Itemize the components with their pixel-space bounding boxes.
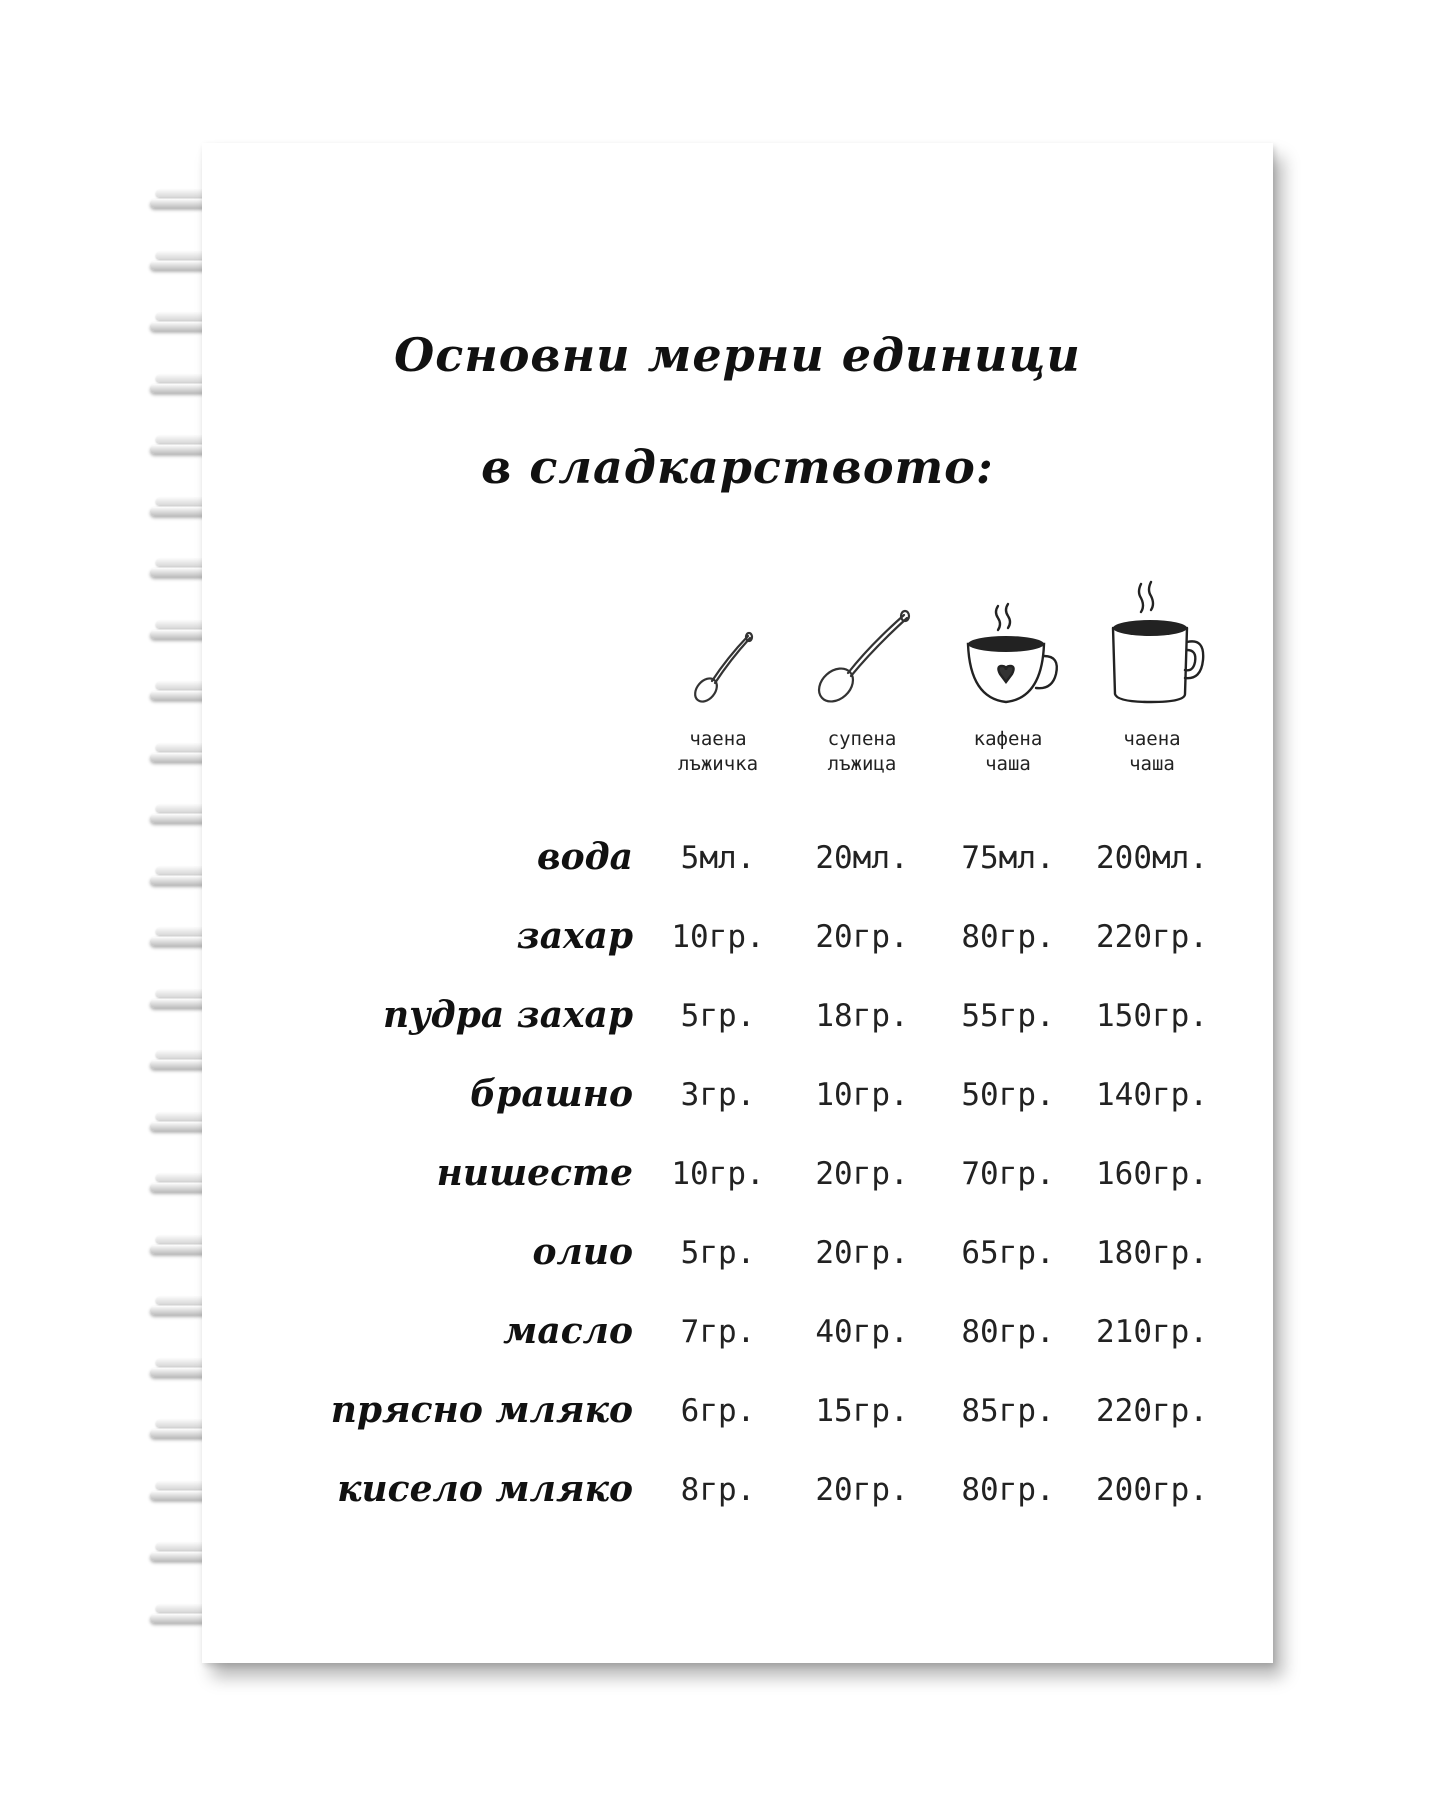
measure-value: 20гр. [815, 919, 909, 955]
column-header [792, 727, 932, 777]
measure-value: 20гр. [815, 1472, 909, 1508]
measure-value: 5гр. [680, 998, 756, 1034]
column-header-line2: лъжичка [677, 753, 759, 775]
column-header-line1: кафена [973, 728, 1043, 750]
measure-value: 18гр. [815, 998, 909, 1034]
measure-value: 75мл. [961, 840, 1055, 876]
measure-value: 5гр. [680, 1235, 756, 1271]
column-header-line2: чаша [1129, 753, 1175, 775]
ingredient-label: нишесте [436, 1152, 633, 1194]
measure-value: 3гр. [680, 1077, 756, 1113]
measure-value: 20гр. [815, 1235, 909, 1271]
column-header [938, 727, 1078, 777]
measure-value: 20мл. [815, 840, 909, 876]
measure-value: 10гр. [671, 919, 765, 955]
measure-value: 50гр. [961, 1077, 1055, 1113]
measure-value: 85гр. [961, 1393, 1055, 1429]
column-header-line1: супена [827, 728, 897, 750]
tablespoon-icon [808, 605, 918, 710]
measure-value: 200мл. [1096, 840, 1208, 876]
measure-value: 10гр. [671, 1156, 765, 1192]
ingredient-label: брашно [470, 1073, 633, 1115]
measure-value: 150гр. [1096, 998, 1208, 1034]
measure-value: 180гр. [1096, 1235, 1208, 1271]
measure-value: 80гр. [961, 919, 1055, 955]
measure-value: 80гр. [961, 1314, 1055, 1350]
column-header-line2: чаша [985, 753, 1031, 775]
measure-value: 220гр. [1096, 1393, 1208, 1429]
column-header-line2: лъжица [827, 753, 897, 775]
page-title-line1: Основни мерни единици [394, 328, 1081, 382]
measure-value: 220гр. [1096, 919, 1208, 955]
measure-value: 210гр. [1096, 1314, 1208, 1350]
column-header [1082, 727, 1222, 777]
measure-value: 200гр. [1096, 1472, 1208, 1508]
measure-value: 20гр. [815, 1156, 909, 1192]
measure-value: 6гр. [680, 1393, 756, 1429]
measure-value: 5мл. [680, 840, 756, 876]
measure-value: 40гр. [815, 1314, 909, 1350]
measure-value: 160гр. [1096, 1156, 1208, 1192]
column-header-line1: чаена [1123, 728, 1181, 750]
measure-value: 140гр. [1096, 1077, 1208, 1113]
ingredient-label: кисело мляко [337, 1468, 633, 1510]
ingredient-label: прясно мляко [330, 1389, 633, 1431]
measure-value: 7гр. [680, 1314, 756, 1350]
measure-value: 65гр. [961, 1235, 1055, 1271]
column-header [648, 727, 788, 777]
ingredient-label: масло [503, 1310, 633, 1352]
coffee-cup-icon [960, 598, 1060, 708]
teaspoon-icon [682, 628, 762, 708]
measure-value: 80гр. [961, 1472, 1055, 1508]
measure-value: 8гр. [680, 1472, 756, 1508]
measure-value: 70гр. [961, 1156, 1055, 1192]
ingredient-label: олио [532, 1231, 633, 1273]
ingredient-label: вода [536, 836, 633, 878]
ingredient-label: захар [516, 915, 633, 957]
page-title-line2: в сладкарството: [481, 440, 994, 494]
measure-value: 10гр. [815, 1077, 909, 1113]
ingredient-label: пудра захар [382, 994, 633, 1036]
tea-mug-icon [1105, 580, 1205, 710]
column-header-line1: чаена [689, 728, 747, 750]
measure-value: 55гр. [961, 998, 1055, 1034]
measure-value: 15гр. [815, 1393, 909, 1429]
